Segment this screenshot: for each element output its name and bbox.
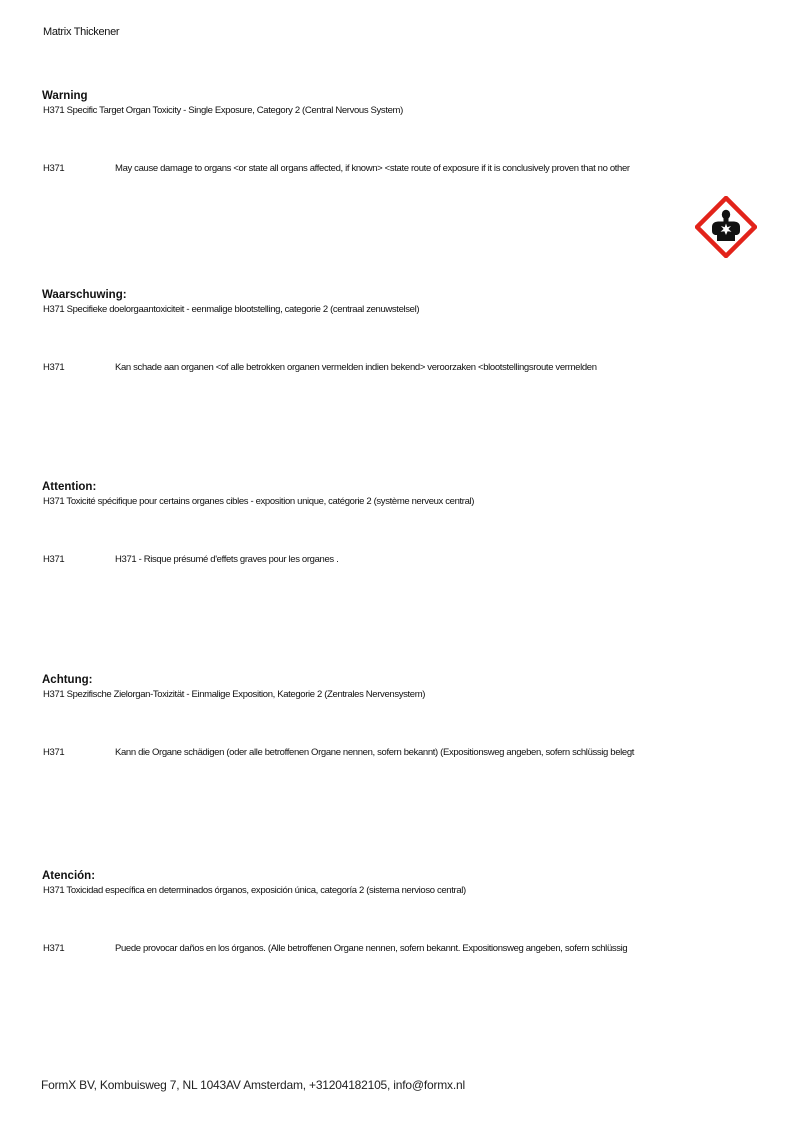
signal-word: Achtung: xyxy=(42,674,93,686)
hazard-statement-code: H371 xyxy=(43,163,65,174)
hazard-section-dutch xyxy=(42,288,763,373)
hazard-statement-code: H371 xyxy=(43,747,65,758)
hazard-classification: H371 Toxicidad específica en determinados órganos, exposición única, categoría 2 (sistema nervioso central) xyxy=(43,885,466,896)
signal-word: Waarschuwing: xyxy=(42,289,127,301)
product-name: Matrix Thickener xyxy=(43,26,120,38)
hazard-statement-row xyxy=(43,554,338,565)
hazard-section-french xyxy=(42,480,763,565)
hazard-statement-code: H371 xyxy=(43,362,65,373)
signal-word: Warning xyxy=(42,90,88,102)
hazard-classification: H371 Specifieke doelorgaantoxiciteit - eenmalige blootstelling, categorie 2 (centraal zenuwstelsel) xyxy=(43,304,420,315)
hazard-statement-text: Kann die Organe schädigen (oder alle betroffenen Organe nennen, sofern bekannt) (Expositionsweg angeben, sofern schlüssig belegt xyxy=(115,747,635,758)
hazard-statement-row xyxy=(43,943,627,954)
hazard-classification: H371 Toxicité spécifique pour certains organes cibles - exposition unique, catégorie 2 (système nerveux central) xyxy=(43,496,475,507)
hazard-statement-row xyxy=(43,747,634,758)
hazard-classification: H371 Spezifische Zielorgan-Toxizität - Einmalige Exposition, Kategorie 2 (Zentrales Nervensystem) xyxy=(43,689,426,700)
hazard-statement-code: H371 xyxy=(43,554,65,565)
hazard-statement-row xyxy=(43,163,630,174)
company-footer: FormX BV, Kombuisweg 7, NL 1043AV Amsterdam, +31204182105, info@formx.nl xyxy=(41,1078,465,1092)
hazard-section-german xyxy=(42,673,763,758)
hazard-classification: H371 Specific Target Organ Toxicity - Single Exposure, Category 2 (Central Nervous System) xyxy=(43,105,403,116)
ghs08-health-hazard-icon xyxy=(695,196,757,258)
hazard-statement-text: Kan schade aan organen <of alle betrokken organen vermelden indien bekend> veroorzaken <blootstellingsroute vermelden xyxy=(115,362,597,373)
hazard-section-spanish xyxy=(42,869,763,954)
hazard-section-english xyxy=(42,89,763,174)
hazard-statement-row xyxy=(43,362,597,373)
hazard-statement-text: H371 - Risque présumé d'effets graves pour les organes . xyxy=(115,554,339,565)
hazard-statement-text: Puede provocar daños en los órganos. (Alle betroffenen Organe nennen, sofern bekannt. Expositionsweg angeben, sofern schlüssig xyxy=(115,943,628,954)
signal-word: Attention: xyxy=(42,481,97,493)
hazard-statement-code: H371 xyxy=(43,943,65,954)
signal-word: Atención: xyxy=(42,870,96,882)
hazard-statement-text: May cause damage to organs <or state all organs affected, if known> <state route of exposure if it is conclusively proven that no other xyxy=(115,163,630,174)
